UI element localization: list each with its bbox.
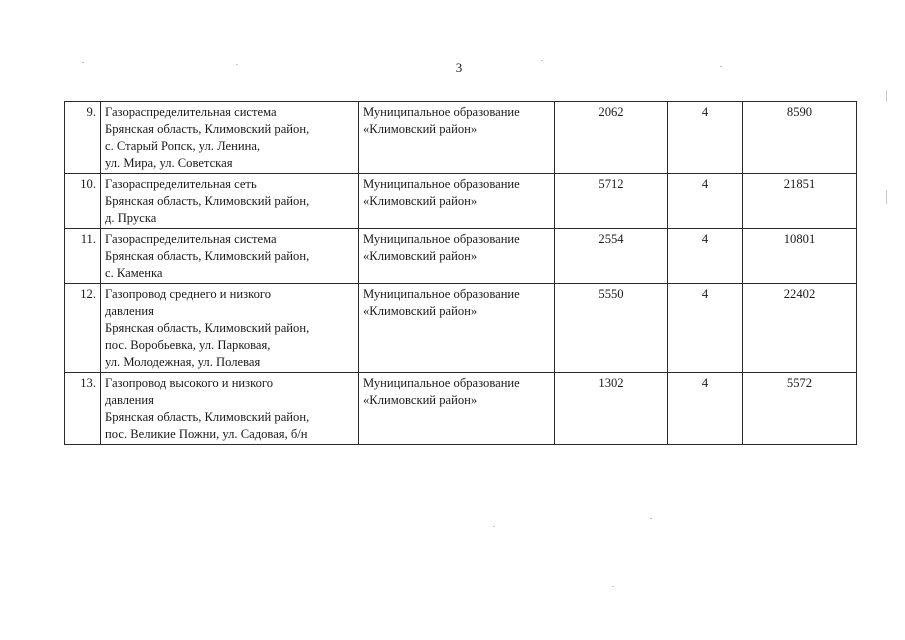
table-body [65,102,857,445]
owner-line: «Климовский район» [363,393,478,407]
object-name-line: Брянская область, Климовский район, [105,321,310,335]
category-value: 4 [668,284,743,373]
owner [359,284,555,373]
length-value: 2062 [555,102,668,174]
scan-speck [236,64,238,65]
owner [359,174,555,229]
owner-line: Муниципальное образование [363,376,520,390]
table-row [65,229,857,284]
object-name [101,373,359,445]
object-name-line: Газопровод высокого и низкого [105,376,274,390]
object-name-line: давления [105,393,154,407]
length-value: 5712 [555,174,668,229]
object-name [101,102,359,174]
owner-line: «Климовский район» [363,122,478,136]
owner-line: «Климовский район» [363,194,478,208]
cost-value: 5572 [743,373,857,445]
scan-speck [720,66,722,67]
owner-line: Муниципальное образование [363,105,520,119]
page-number: 3 [455,60,463,75]
object-name-line: Газопровод среднего и низкого [105,287,272,301]
row-number: 11. [65,229,101,284]
object-name-line: Брянская область, Климовский район, [105,194,310,208]
row-number: 12. [65,284,101,373]
owner-line: Муниципальное образование [363,232,520,246]
object-name-line: с. Старый Ропск, ул. Ленина, [105,139,261,153]
object-name-line: Брянская область, Климовский район, [105,249,310,263]
property-table [64,101,857,445]
owner [359,373,555,445]
object-name [101,284,359,373]
row-number: 13. [65,373,101,445]
table-row [65,174,857,229]
object-name-line: Брянская область, Климовский район, [105,410,310,424]
object-name-line: Газораспределительная система [105,232,277,246]
object-name [101,174,359,229]
row-number: 9. [65,102,101,174]
table-row [65,373,857,445]
cost-value: 8590 [743,102,857,174]
owner [359,229,555,284]
scan-speck [493,526,495,527]
table-row [65,284,857,373]
owner-line: «Климовский район» [363,304,478,318]
scan-speck [82,62,84,63]
object-name-line: ул. Молодежная, ул. Полевая [105,355,261,369]
object-name-line: Газораспределительная система [105,105,277,119]
row-number: 10. [65,174,101,229]
object-name [101,229,359,284]
table-row [65,102,857,174]
scan-speck [886,190,887,204]
category-value: 4 [668,373,743,445]
category-value: 4 [668,102,743,174]
object-name-line: пос. Великие Пожни, ул. Садовая, б/н [105,427,308,441]
object-name-line: Газораспределительная сеть [105,177,257,191]
scan-speck [612,586,614,587]
length-value: 1302 [555,373,668,445]
object-name-line: с. Каменка [105,266,163,280]
length-value: 5550 [555,284,668,373]
scan-speck [650,518,652,519]
owner [359,102,555,174]
object-name-line: давления [105,304,154,318]
cost-value: 22402 [743,284,857,373]
length-value: 2554 [555,229,668,284]
owner-line: «Климовский район» [363,249,478,263]
scan-speck [886,90,887,102]
category-value: 4 [668,229,743,284]
cost-value: 21851 [743,174,857,229]
owner-line: Муниципальное образование [363,287,520,301]
object-name-line: Брянская область, Климовский район, [105,122,310,136]
object-name-line: д. Пруска [105,211,157,225]
category-value: 4 [668,174,743,229]
cost-value: 10801 [743,229,857,284]
owner-line: Муниципальное образование [363,177,520,191]
object-name-line: ул. Мира, ул. Советская [105,156,233,170]
object-name-line: пос. Воробьевка, ул. Парковая, [105,338,271,352]
scan-speck [541,60,543,61]
